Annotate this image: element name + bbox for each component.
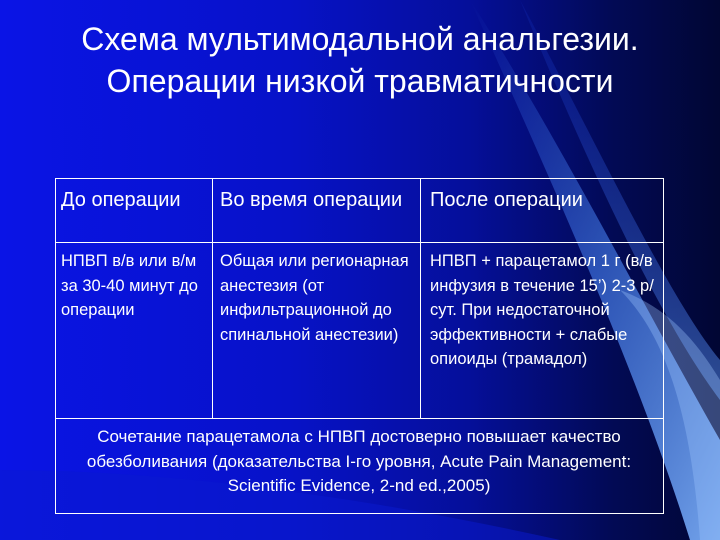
table-footer-note: Сочетание парацетамола с НПВП достоверно повышает качество обезболивания (доказательства I-го уровня, Acute Pain Management: Scientific Evidence, 2-nd ed.,2005) xyxy=(86,427,632,495)
cell-during-surgery: Общая или регионарная анестезия (от инфильтрационной до спинальной анестезии) xyxy=(220,252,409,344)
table-footer-divider xyxy=(55,418,664,419)
table-divider-1 xyxy=(212,178,213,418)
table-header-divider xyxy=(55,242,664,243)
slide-title: Схема мультимодальной анальгезии. Операции низкой травматичности xyxy=(81,21,639,99)
header-during-surgery: Во время операции xyxy=(220,189,403,211)
cell-before-surgery: НПВП в/в или в/м за 30-40 минут до операции xyxy=(61,252,198,319)
header-after-surgery: После операции xyxy=(430,189,583,211)
cell-after-surgery: НПВП + парацетамол 1 г (в/в инфузия в течение 15’) 2-3 р/сут. При недостаточной эффективности + слабые опиоиды (трамадол) xyxy=(430,252,654,368)
header-before-surgery: До операции xyxy=(61,189,181,211)
table-divider-2 xyxy=(420,178,421,418)
